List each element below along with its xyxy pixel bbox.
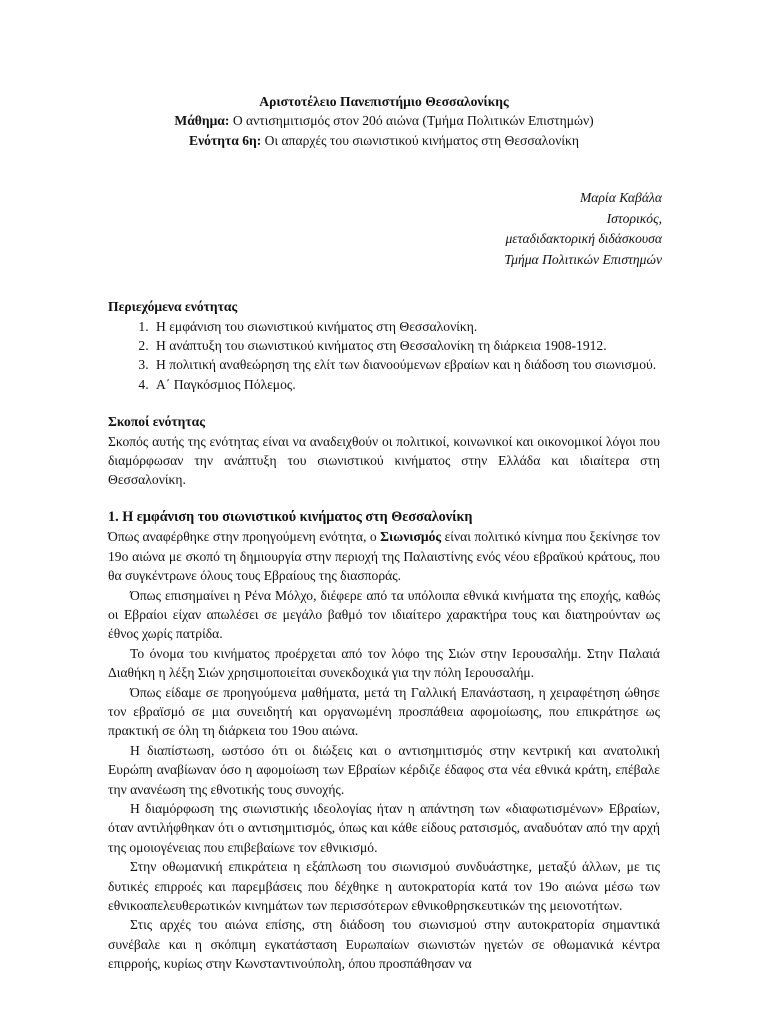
body-paragraph: Όπως είδαμε σε προηγούμενα μαθήματα, μετά τη Γαλλική Επανάσταση, η χειραφέτηση ώθησε τον εβραϊσμό σε μια συνειδητή και οργανωμένη προσπάθεια αφομοίωσης, που επικράτησε ως πρακτική σε όλη τη διάρκεια του 19ου αιώνα.	[108, 684, 660, 739]
aims-heading: Σκοποί ενότητας	[108, 414, 205, 430]
contents-item: 2. Η ανάπτυξη του σιωνιστικού κινήματος στη Θεσσαλονίκη τη διάρκεια 1908-1912.	[152, 336, 660, 355]
author-name: Μαρία Καβάλα	[579, 190, 662, 206]
aims-paragraph: Σκοπός αυτής της ενότητας είναι να αναδειχθούν οι πολιτικοί, κοινωνικοί και οικονομικοί λόγοι που διαμόρφωσαν την ανάπτυξη του σιωνιστικού κινήματος στην Ελλάδα και ιδιαίτερα στη Θεσσαλονίκη.	[108, 433, 660, 488]
body-paragraph	[108, 527, 660, 585]
contents-item: 4. Α΄ Παγκόσμιος Πόλεμος.	[152, 375, 660, 394]
unit-value: Οι απαρχές του σιωνιστικού κινήματος στη Θεσσαλονίκη	[261, 132, 579, 148]
bold-term: Σιωνισμός	[380, 529, 442, 545]
course-value: Ο αντισημιτισμός στον 20ό αιώνα (Τμήμα Πολιτικών Επιστημών)	[229, 113, 594, 129]
author-department: Τμήμα Πολιτικών Επιστημών	[504, 251, 662, 267]
paragraph-text: είναι πολιτικό κίνημα που ξεκίνησε τον 19ο αιώνα με σκοπό τη δημιουργία στην περιοχή της Παλαιστίνης ενός νέου εβραϊκού κράτους, που θα συγκέντρωνε όλους τους Εβραίους της διασποράς.	[108, 529, 660, 584]
contents-list	[108, 317, 660, 395]
document-header	[108, 92, 660, 150]
author-block	[108, 188, 662, 270]
course-line	[108, 111, 660, 130]
contents-heading: Περιεχόμενα ενότητας	[108, 299, 238, 315]
author-role: Ιστορικός,	[606, 210, 662, 226]
body-paragraph: Η διαπίστωση, ωστόσο ότι οι διώξεις και ο αντισημιτισμός στην κεντρική και ανατολική Ευρώπη αναβίωναν όσο η αφομοίωση των Εβραίων κέρδιζε έδαφος στα νέα εθνικά κράτη, επέβαλε την ανανέωση της εθνοτικής τους συνοχής.	[108, 742, 660, 797]
body-paragraph: Η διαμόρφωση της σιωνιστικής ιδεολογίας ήταν η απάντηση των «διαφωτισμένων» Εβραίων, όταν αντιλήφθηκαν ότι ο αντισημιτισμός, όπως και κάθε είδους ρατσισμός, αναδυόταν από την αρχή της ομοιογένειας που επιβεβαίωνε τον εθνικισμό.	[108, 800, 660, 855]
body-paragraph: Το όνομα του κινήματος προέρχεται από τον λόφο της Σιών στην Ιερουσαλήμ. Στην Παλαιά Διαθήκη η λέξη Σιών χρησιμοποιείται συνεκδοχικά για την πόλη Ιερουσαλήμ.	[108, 645, 660, 681]
body-paragraph: Όπως επισημαίνει η Ρένα Μόλχο, διέφερε από τα υπόλοιπα εθνικά κινήματα της εποχής, καθώς οι Εβραίοι είχαν απωλέσει σε μεγάλο βαθμό τον ιδιαίτερο χαρακτήρα τους και διατηρούνταν ως έθνος χωρίς πατρίδα.	[108, 587, 660, 642]
body-paragraph: Στις αρχές του αιώνα επίσης, στη διάδοση του σιωνισμού στην αυτοκρατορία σημαντικά συνέβαλε και η σκόπιμη εγκατάσταση Ευρωπαίων σιωνιστών ηγετών σε οθωμανικά κέντρα επιρροής, κυρίως στην Κωνσταντινούπολη, όπου προσπάθησαν να	[108, 917, 660, 972]
contents-item: 3. Η πολιτική αναθεώρηση της ελίτ των διανοούμενων εβραίων και η διάδοση του σιωνισμού.	[152, 355, 660, 374]
author-position: μεταδιδακτορική διδάσκουσα	[505, 231, 662, 247]
paragraph-text: Όπως αναφέρθηκε στην προηγούμενη ενότητα, ο	[108, 529, 381, 545]
unit-label: Ενότητα 6η:	[189, 132, 262, 148]
body-paragraph: Στην οθωμανική επικράτεια η εξάπλωση του σιωνισμού συνδυάστηκε, μεταξύ άλλων, με τις δυτικές επιρροές και παρεμβάσεις που δέχθηκε η αυτοκρατορία κατά τον 19ο αιώνα μέσω των εθνικοαπελευθερωτικών κινημάτων των περισσότερων εθνικοθρησκευτικών της μειονοτήτων.	[108, 859, 660, 913]
course-label: Μάθημα:	[174, 113, 230, 129]
section-heading: 1. Η εμφάνιση του σιωνιστικού κινήματος στη Θεσσαλονίκη	[108, 508, 473, 525]
unit-line	[108, 131, 660, 150]
contents-item: 1. Η εμφάνιση του σιωνιστικού κινήματος στη Θεσσαλονίκη.	[152, 317, 660, 336]
university-name: Αριστοτέλειο Πανεπιστήμιο Θεσσαλονίκης	[259, 94, 509, 109]
